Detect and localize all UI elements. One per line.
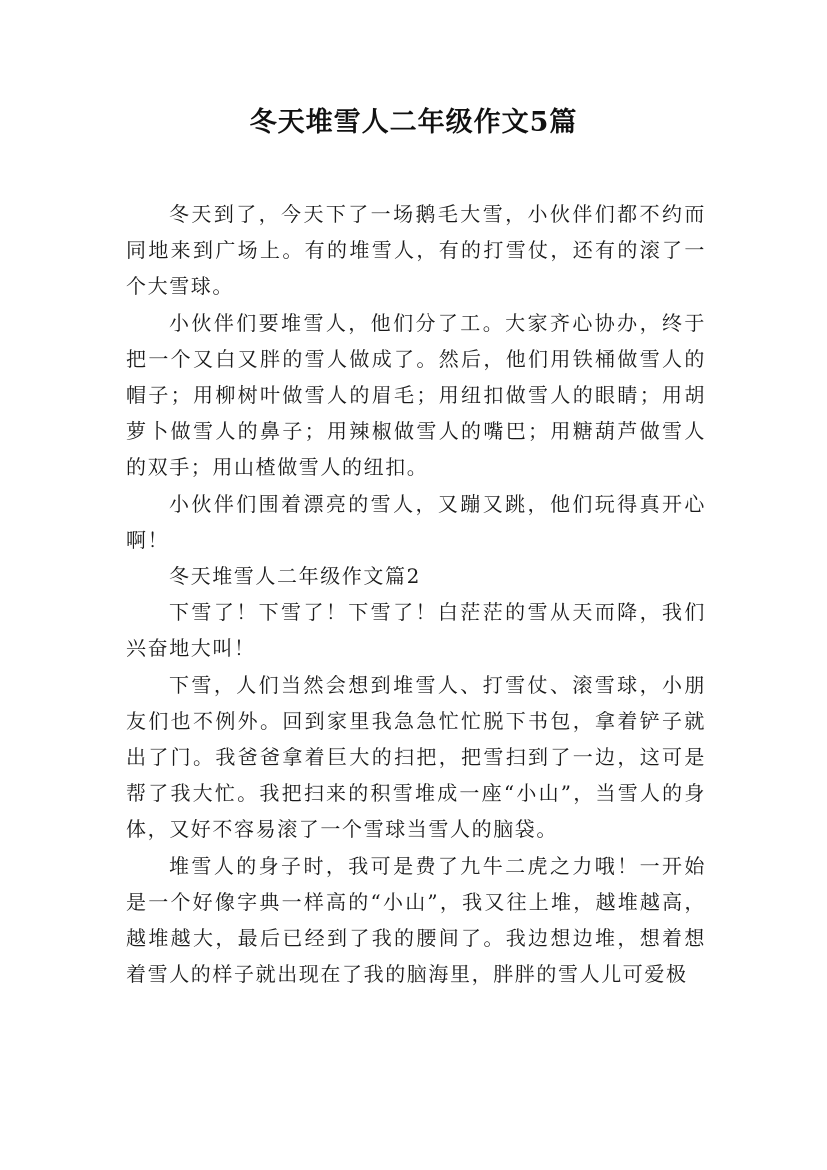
paragraph: 堆雪人的身子时，我可是费了九牛二虎之力哦！一开始是一个好像字典一样高的“小山”，我又往上堆，越堆越高，越堆越大，最后已经到了我的腰间了。我边想边堆，想着想着雪人的样子就出现在了我的脑海里，胖胖的雪人儿可爱极 — [126, 853, 706, 987]
paragraph: 下雪，人们当然会想到堆雪人、打雪仗、滚雪球，小朋友们也不例外。回到家里我急急忙忙脱下书包，拿着铲子就出了门。我爸爸拿着巨大的扫把，把雪扫到了一边，这可是帮了我大忙。我把扫来的积雪堆成一座“小山”，当雪人的身体，又好不容易滚了一个雪球当雪人的脑袋。 — [126, 672, 706, 842]
document-body — [126, 196, 706, 992]
paragraph: 小伙伴们要堆雪人，他们分了工。大家齐心协办，终于把一个又白又胖的雪人做成了。然后，他们用铁桶做雪人的帽子；用柳树叶做雪人的眉毛；用纽扣做雪人的眼睛；用胡萝卜做雪人的鼻子；用辣椒做雪人的嘴巴；用糖葫芦做雪人的双手；用山楂做雪人的纽扣。 — [126, 310, 706, 480]
document-title: 冬天堆雪人二年级作文5篇 — [249, 107, 578, 138]
paragraph: 下雪了！下雪了！下雪了！白茫茫的雪从天而降，我们兴奋地大叫！ — [126, 600, 706, 661]
paragraph: 小伙伴们围着漂亮的雪人，又蹦又跳，他们玩得真开心啊！ — [126, 491, 706, 552]
section-heading: 冬天堆雪人二年级作文篇2 — [169, 564, 421, 589]
paragraph: 冬天到了，今天下了一场鹅毛大雪，小伙伴们都不约而同地来到广场上。有的堆雪人，有的打雪仗，还有的滚了一个大雪球。 — [126, 202, 706, 299]
